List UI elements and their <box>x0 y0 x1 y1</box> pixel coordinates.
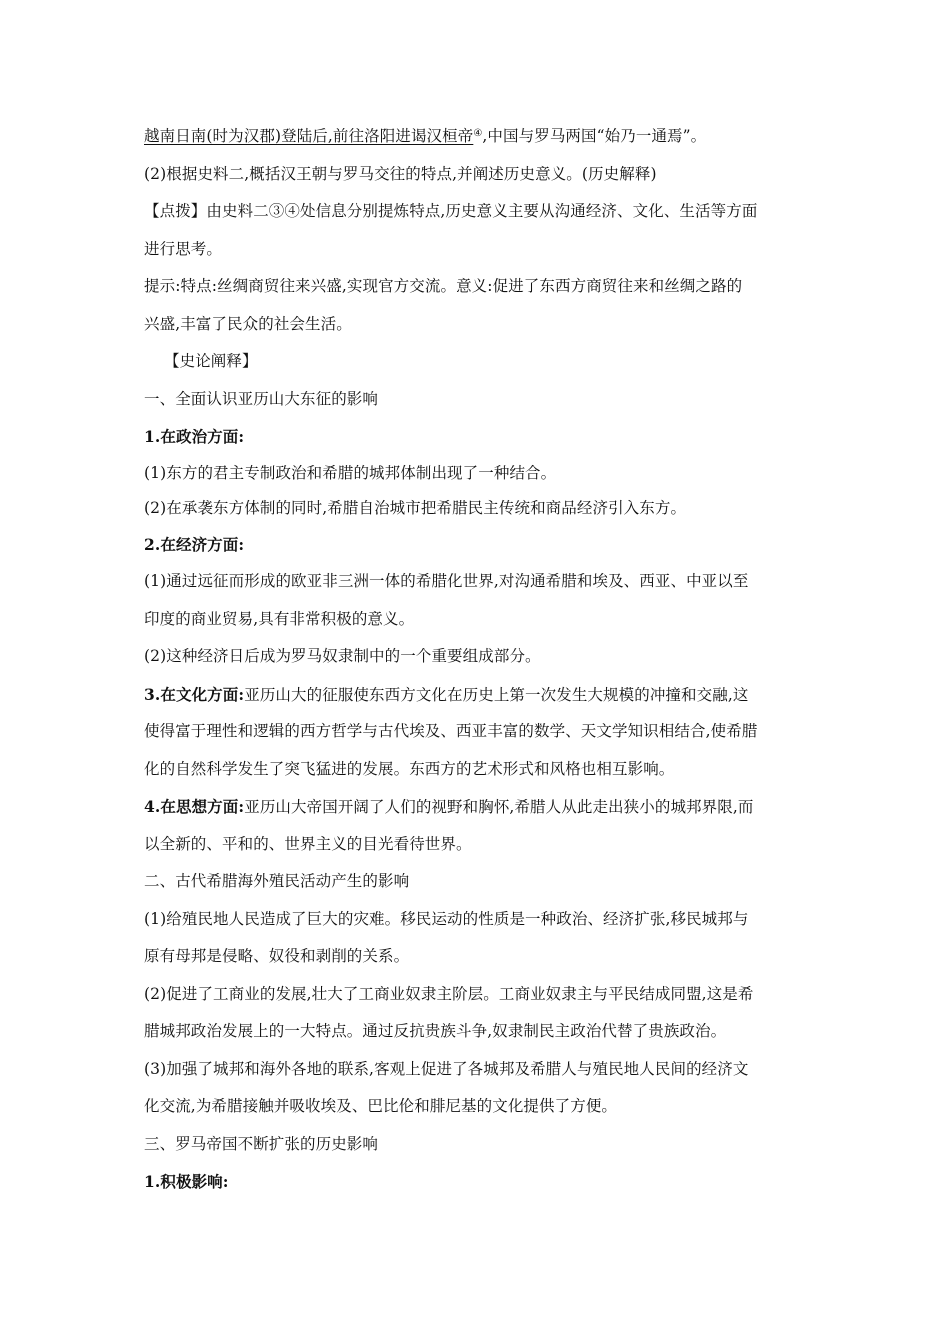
subheading: 1.在政治方面: <box>144 427 245 446</box>
text-line: (2)这种经济日后成为罗马奴隶制中的一个重要组成部分。 <box>144 647 541 665</box>
heading-1: 一、全面认识亚历山大东征的影响 <box>144 389 379 408</box>
heading-3: 三、罗马帝国不断扩张的历史影响 <box>144 1134 379 1153</box>
text-line: (2)在承袭东方体制的同时,希腊自治城市把希腊民主传统和商品经济引入东方。 <box>144 498 687 517</box>
text-line <box>144 118 810 156</box>
text-line: 原有母邦是侵略、奴役和剥削的关系。 <box>144 947 410 965</box>
text-line: (3)加强了城邦和海外各地的联系,客观上促进了各城邦及希腊人与殖民地人民间的经济文 <box>144 1059 749 1078</box>
text-line: (1)东方的君主专制政治和希腊的城邦体制出现了一种结合。 <box>144 463 557 482</box>
text-line: (2)促进了工商业的发展,壮大了工商业奴隶主阶层。工商业奴隶主与平民结成同盟,这是希 <box>144 984 754 1003</box>
text-line: 进行思考。 <box>144 239 223 258</box>
hint-line: 【点拨】由史料二③④处信息分别提炼特点,历史意义主要从沟通经济、文化、生活等方面 <box>144 202 758 220</box>
text-line: 兴盛,丰富了民众的社会生活。 <box>144 314 352 333</box>
text-line: (1)给殖民地人民造成了巨大的灾难。移民运动的性质是一种政治、经济扩张,移民城邦与 <box>144 909 749 928</box>
footnote-marker: ④ <box>473 128 483 139</box>
page-body <box>144 118 810 1201</box>
text-line: 以全新的、平和的、世界主义的目光看待世界。 <box>144 834 472 853</box>
heading-2: 二、古代希腊海外殖民活动产生的影响 <box>144 872 410 890</box>
text-line: 使得富于理性和逻辑的西方哲学与古代埃及、西亚丰富的数学、天文学知识相结合,使希腊 <box>144 722 758 740</box>
inline-heading: 3.在文化方面: <box>144 684 245 704</box>
text-line: 化交流,为希腊接触并吸收埃及、巴比伦和腓尼基的文化提供了方便。 <box>144 1097 618 1115</box>
text-line: 印度的商业贸易,具有非常积极的意义。 <box>144 609 415 628</box>
text-line <box>144 788 810 826</box>
subheading: 1.积极影响: <box>144 1172 229 1191</box>
inline-heading: 4.在思想方面: <box>144 797 245 816</box>
underlined-text: 越南日南(时为汉郡)登陆后,前往洛阳进谒汉桓帝 <box>144 127 474 145</box>
answer-line: 提示:特点:丝绸商贸往来兴盛,实现官方交流。意义:促进了东西方商贸往来和丝绸之路的 <box>144 277 743 295</box>
text-span: 亚历山大帝国开阔了人们的视野和胸怀,希腊人从此走出狭小的城邦界限,而 <box>244 798 754 816</box>
subheading: 2.在经济方面: <box>144 534 245 554</box>
text-line: 腊城邦政治发展上的一大特点。通过反抗贵族斗争,奴隶制民主政治代替了贵族政治。 <box>144 1022 727 1040</box>
text-line: 化的自然科学发生了突飞猛进的发展。东西方的艺术形式和风格也相互影响。 <box>144 759 675 778</box>
section-heading: 【史论阐释】 <box>164 352 258 370</box>
text-span: ,中国与罗马两国“始乃一通焉”。 <box>482 127 707 145</box>
question-2: (2)根据史料二,概括汉王朝与罗马交往的特点,并阐述历史意义。(历史解释) <box>144 164 657 183</box>
text-line <box>144 676 810 714</box>
text-span: 亚历山大的征服使东西方文化在历史上第一次发生大规模的冲撞和交融,这 <box>244 685 749 704</box>
text-line: (1)通过远征而形成的欧亚非三洲一体的希腊化世界,对沟通希腊和埃及、西亚、中亚以至 <box>144 572 749 590</box>
